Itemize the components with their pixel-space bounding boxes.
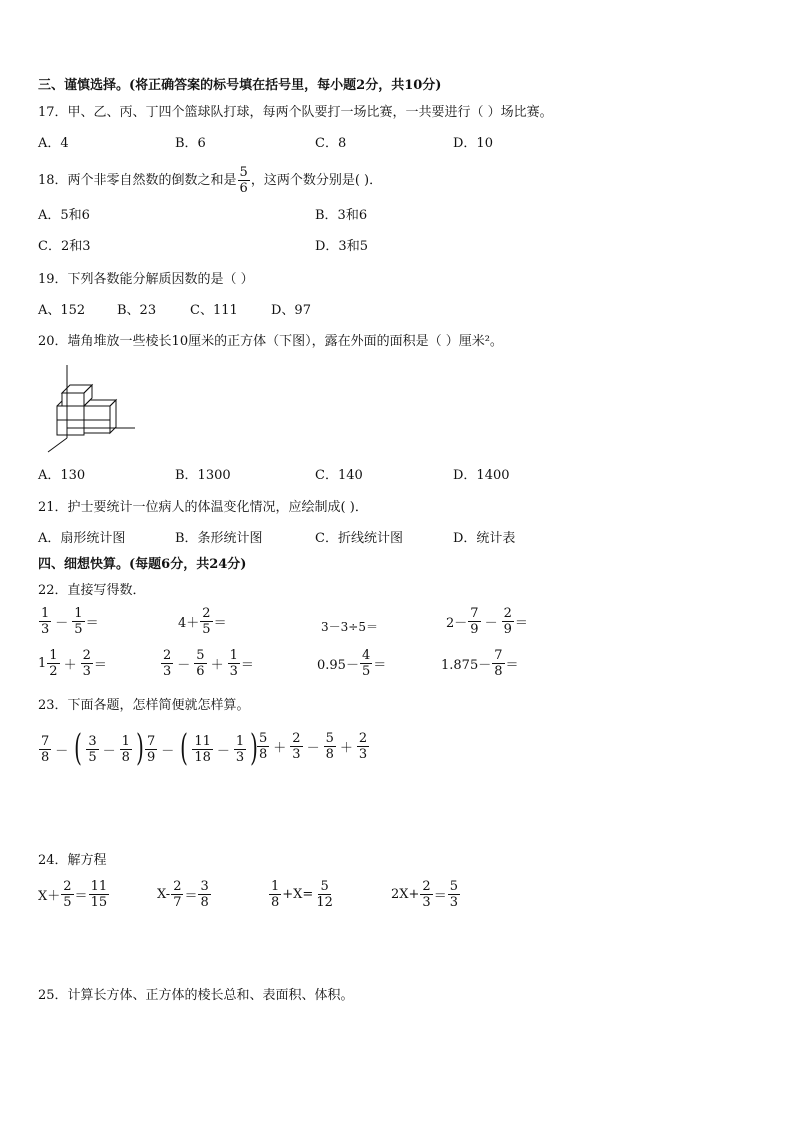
q18-option-c: C．2和3 [38, 239, 91, 254]
frac-den: 8 [325, 747, 334, 762]
operator: ＋ [339, 741, 353, 756]
q22-expr-1 [38, 606, 99, 637]
equals: ＝ [373, 658, 387, 673]
frac-num: 2 [503, 606, 512, 621]
frac-den: 3 [235, 749, 245, 765]
lead-term: X- [157, 887, 171, 902]
lead-term: 0.95－ [317, 658, 359, 673]
frac-num: 2 [82, 648, 91, 663]
operator: － [177, 658, 191, 673]
q18-stem [38, 165, 382, 196]
frac-den: 8 [259, 747, 268, 762]
q18-frac-den: 6 [239, 181, 248, 196]
right-paren: ) [250, 728, 259, 769]
lead-term: 4＋ [178, 616, 200, 631]
frac-num: 5 [325, 731, 334, 746]
frac-den: 2 [49, 664, 58, 679]
q19-option-d: D、97 [271, 303, 311, 318]
q18-stem-pre: 18．两个非零自然数的倒数之和是 [38, 172, 237, 188]
cube-stack-figure [40, 360, 140, 455]
frac-den: 3 [292, 747, 301, 762]
q22-expr-7 [317, 648, 386, 679]
frac-num: 5 [196, 648, 205, 663]
frac-num: 7 [494, 648, 503, 663]
frac-den: 5 [74, 622, 83, 637]
q24-equation-3 [268, 879, 336, 910]
q23-expr-1 [38, 728, 147, 769]
q19-option-a: A、152 [38, 303, 86, 318]
frac-den: 8 [200, 895, 209, 910]
frac-den: 5 [202, 622, 211, 637]
frac-den: 15 [90, 895, 108, 910]
frac-den: 3 [163, 664, 172, 679]
left-paren: ( [180, 728, 189, 769]
q20-option-c: C．140 [315, 468, 363, 483]
q24-stem: 24．解方程 [38, 853, 107, 868]
frac-den: 8 [41, 749, 50, 765]
frac-num: 4 [361, 648, 371, 663]
frac-den: 6 [196, 664, 205, 679]
equals: ＝ [184, 889, 198, 904]
frac-den: 12 [316, 895, 333, 910]
operator: ＋ [210, 658, 224, 673]
equals: ＝ [240, 658, 254, 673]
frac-num: 5 [320, 879, 329, 894]
lead-term: 2X+ [391, 887, 420, 902]
frac-den: 5 [361, 664, 371, 679]
lead-term: 1.875－ [441, 658, 492, 673]
q20-option-b: B．1300 [175, 468, 231, 483]
frac-num: 11 [90, 879, 108, 894]
q24-equation-1 [38, 879, 110, 910]
frac-num: 2 [202, 606, 211, 621]
section4-title: 四、细想快算。(每题6分，共24分) [38, 557, 247, 572]
frac-num: 3 [200, 879, 209, 894]
operator: － [216, 743, 230, 759]
q22-expr-5 [38, 648, 107, 679]
q17-option-b: B．6 [175, 136, 206, 151]
frac-num: 2 [358, 731, 368, 746]
q22-expr-6 [160, 648, 254, 679]
frac-den: 5 [63, 895, 72, 910]
lead-term: X＋ [38, 889, 61, 904]
lead-term: 2－ [446, 616, 468, 631]
frac-num: 2 [173, 879, 182, 894]
equals: ＝ [85, 616, 99, 631]
frac-den: 8 [121, 749, 130, 765]
frac-num: 11 [194, 733, 211, 749]
frac-num: 7 [41, 733, 50, 749]
frac-den: 3 [41, 622, 50, 637]
frac-num: 1 [49, 648, 58, 663]
equals: ＝ [514, 616, 528, 631]
equals: ＝ [213, 616, 227, 631]
q20-option-a: A．130 [38, 468, 86, 483]
q21-option-d: D．统计表 [453, 531, 516, 546]
operator: － [484, 616, 498, 631]
operator: ＋ [63, 658, 77, 673]
frac-num: 5 [259, 731, 268, 746]
q22-stem: 22．直接写得数． [38, 583, 146, 598]
q21-option-a: A．扇形统计图 [38, 531, 126, 546]
q17-option-d: D．10 [453, 136, 493, 151]
q24-equation-2 [157, 879, 212, 910]
q25-stem: 25．计算长方体、正方体的棱长总和、表面积、体积。 [38, 988, 354, 1003]
frac-num: 7 [147, 733, 156, 749]
frac-num: 5 [449, 879, 458, 894]
frac-num: 3 [88, 733, 97, 749]
frac-num: 1 [235, 733, 245, 749]
frac-num: 1 [41, 606, 50, 621]
q19-stem: 19．下列各数能分解质因数的是（ ） [38, 272, 254, 287]
equals: ＝ [505, 658, 519, 673]
operator: － [161, 743, 175, 759]
mid-term: +X= [282, 887, 314, 902]
q18-fraction [238, 165, 250, 196]
q21-option-c: C．折线统计图 [315, 531, 403, 546]
q23-expr-2 [144, 728, 261, 769]
frac-num: 1 [271, 879, 280, 894]
frac-num: 1 [121, 733, 130, 749]
q19-option-c: C、111 [190, 303, 238, 318]
frac-num: 1 [229, 648, 238, 663]
left-paren: ( [74, 728, 83, 769]
operator: － [55, 616, 69, 631]
frac-num: 2 [63, 879, 72, 894]
q24-equation-4 [391, 879, 461, 910]
right-paren: ) [136, 728, 144, 769]
frac-den: 3 [229, 664, 238, 679]
q21-option-b: B．条形统计图 [175, 531, 263, 546]
frac-den: 7 [173, 895, 182, 910]
q23-expr-3 [256, 731, 370, 762]
q22-expr-8 [441, 648, 519, 679]
whole-part: 1 [38, 656, 47, 671]
q19-option-b: B、23 [117, 303, 157, 318]
q17-option-a: A．4 [38, 136, 69, 151]
q23-stem: 23．下面各题，怎样简便就怎样算。 [38, 698, 250, 713]
frac-den: 3 [449, 895, 458, 910]
frac-num: 2 [163, 648, 172, 663]
frac-num: 1 [74, 606, 83, 621]
frac-den: 9 [503, 622, 512, 637]
frac-den: 8 [271, 895, 280, 910]
operator: － [102, 743, 116, 759]
equals: ＝ [433, 889, 447, 904]
equals: ＝ [93, 658, 107, 673]
frac-num: 2 [292, 731, 301, 746]
operator: － [306, 741, 320, 756]
frac-den: 18 [194, 749, 211, 765]
frac-den: 3 [422, 895, 431, 910]
section3-title: 三、谨慎选择。(将正确答案的标号填在括号里，每小题2分，共10分) [38, 78, 442, 93]
q18-stem-post: ，这两个数分别是( )． [250, 172, 383, 188]
q17-stem: 17．甲、乙、丙、丁四个篮球队打球，每两个队要打一场比赛，一共要进行（ ）场比赛。 [38, 105, 553, 120]
q22-expr-2 [178, 606, 227, 637]
frac-den: 5 [88, 749, 97, 765]
q22-expr-4 [446, 606, 528, 637]
frac-den: 3 [82, 664, 91, 679]
q22-expr-3: 3－3÷5＝ [321, 620, 378, 634]
frac-den: 3 [358, 747, 368, 762]
q18-option-d: D．3和5 [315, 239, 368, 254]
q17-option-c: C．8 [315, 136, 347, 151]
frac-num: 2 [422, 879, 431, 894]
frac-den: 8 [494, 664, 503, 679]
operator: － [55, 743, 69, 759]
q18-option-b: B．3和6 [315, 208, 368, 223]
q20-stem: 20．墙角堆放一些棱长10厘米的正方体（下图），露在外面的面积是（ ）厘米²。 [38, 334, 503, 349]
operator: ＋ [273, 741, 287, 756]
frac-den: 9 [147, 749, 156, 765]
frac-num: 7 [470, 606, 479, 621]
q20-option-d: D．1400 [453, 468, 510, 483]
equals: ＝ [74, 889, 88, 904]
q18-option-a: A．5和6 [38, 208, 90, 223]
frac-den: 9 [470, 622, 479, 637]
q21-stem: 21．护士要统计一位病人的体温变化情况，应绘制成( )． [38, 500, 368, 515]
q18-frac-num: 5 [239, 165, 248, 180]
